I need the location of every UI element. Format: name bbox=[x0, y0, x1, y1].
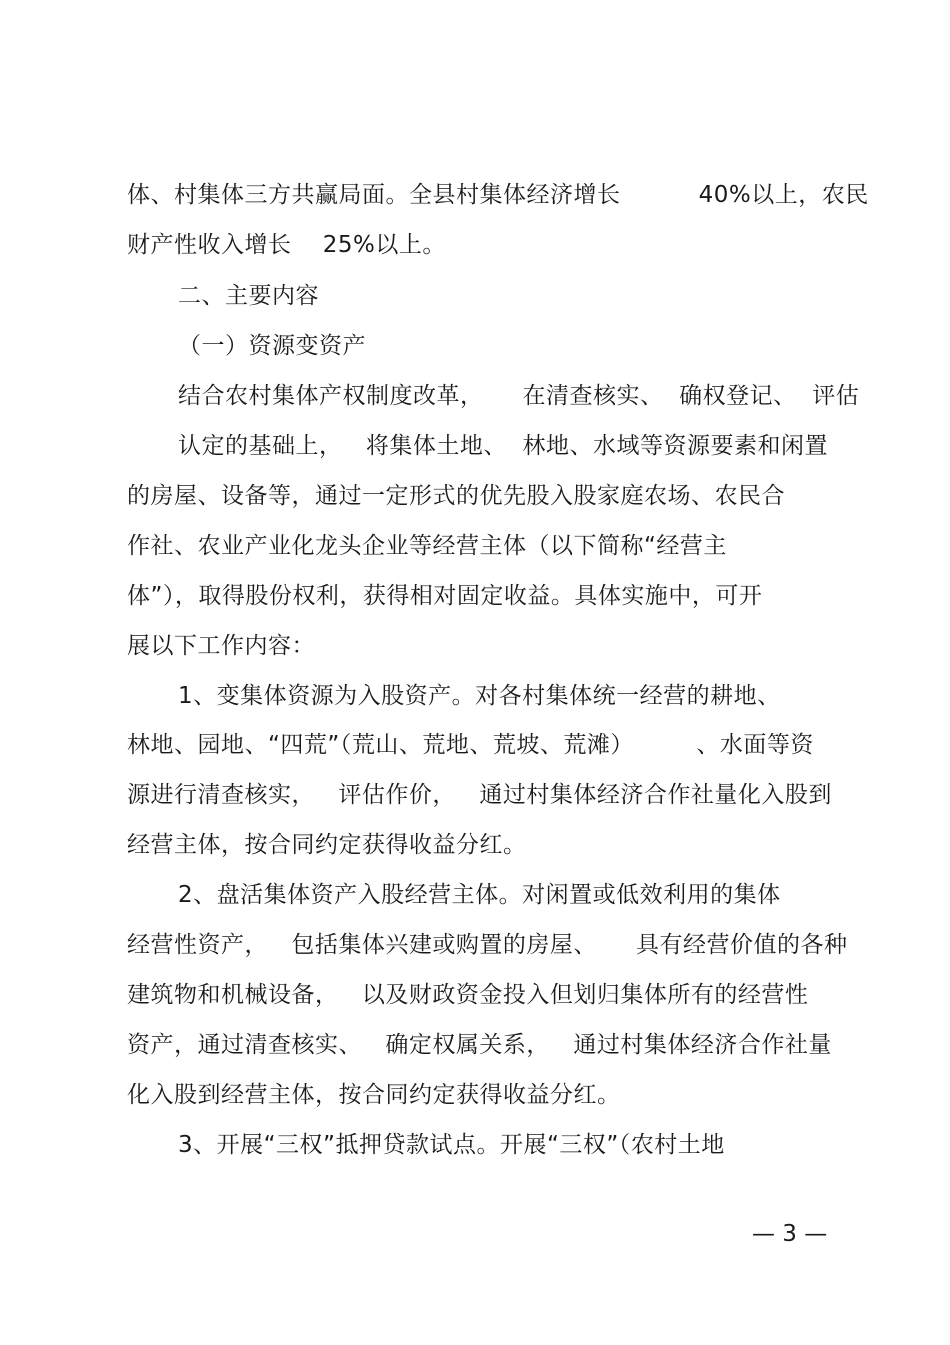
text-line: 经营主体，按合同约定获得收益分红。 bbox=[127, 832, 527, 858]
text-line: 体”），取得股份权利，获得相对固定收益。具体实施中，可开 bbox=[127, 583, 763, 609]
subsection-heading: （一）资源变资产 bbox=[178, 333, 366, 359]
section-heading: 二、主要内容 bbox=[178, 283, 319, 309]
text-line: 建筑物和机械设备， 以及财政资金投入但划归集体所有的经营性 bbox=[127, 982, 809, 1008]
text-line: 展以下工作内容： bbox=[127, 633, 315, 659]
text-line: 源进行清查核实， 评估作价， 通过村集体经济合作社量化入股到 bbox=[127, 782, 832, 808]
text-line: 体、村集体三方共赢局面。全县村集体经济增长 40%以上，农民 bbox=[127, 182, 869, 208]
list-item-heading: 3、开展“三权”抵押贷款试点。开展“三权”（农村土地 bbox=[178, 1132, 725, 1158]
text-line: 林地、园地、“四荒”（荒山、荒地、荒坡、荒滩） 、水面等资 bbox=[127, 732, 814, 758]
list-item-heading: 2、盘活集体资产入股经营主体。对闲置或低效利用的集体 bbox=[178, 882, 781, 908]
text-line: 化入股到经营主体，按合同约定获得收益分红。 bbox=[127, 1082, 621, 1108]
list-item-heading: 1、变集体资源为入股资产。对各村集体统一经营的耕地、 bbox=[178, 683, 781, 709]
text-line: 认定的基础上， 将集体土地、 林地、水域等资源要素和闲置 bbox=[178, 433, 829, 459]
text-line: 财产性收入增长 25%以上。 bbox=[127, 232, 446, 258]
text-line: 作社、农业产业化龙头企业等经营主体（以下简称“经营主 bbox=[127, 533, 727, 559]
text-line: 资产，通过清查核实、 确定权属关系， 通过村集体经济合作社量 bbox=[127, 1032, 832, 1058]
text-line: 经营性资产， 包括集体兴建或购置的房屋、 具有经营价值的各种 bbox=[127, 932, 848, 958]
page-number: — 3 — bbox=[752, 1221, 828, 1247]
text-line: 结合农村集体产权制度改革， 在清查核实、 确权登记、 评估 bbox=[178, 383, 860, 409]
text-line: 的房屋、设备等，通过一定形式的优先股入股家庭农场、农民合 bbox=[127, 483, 785, 509]
